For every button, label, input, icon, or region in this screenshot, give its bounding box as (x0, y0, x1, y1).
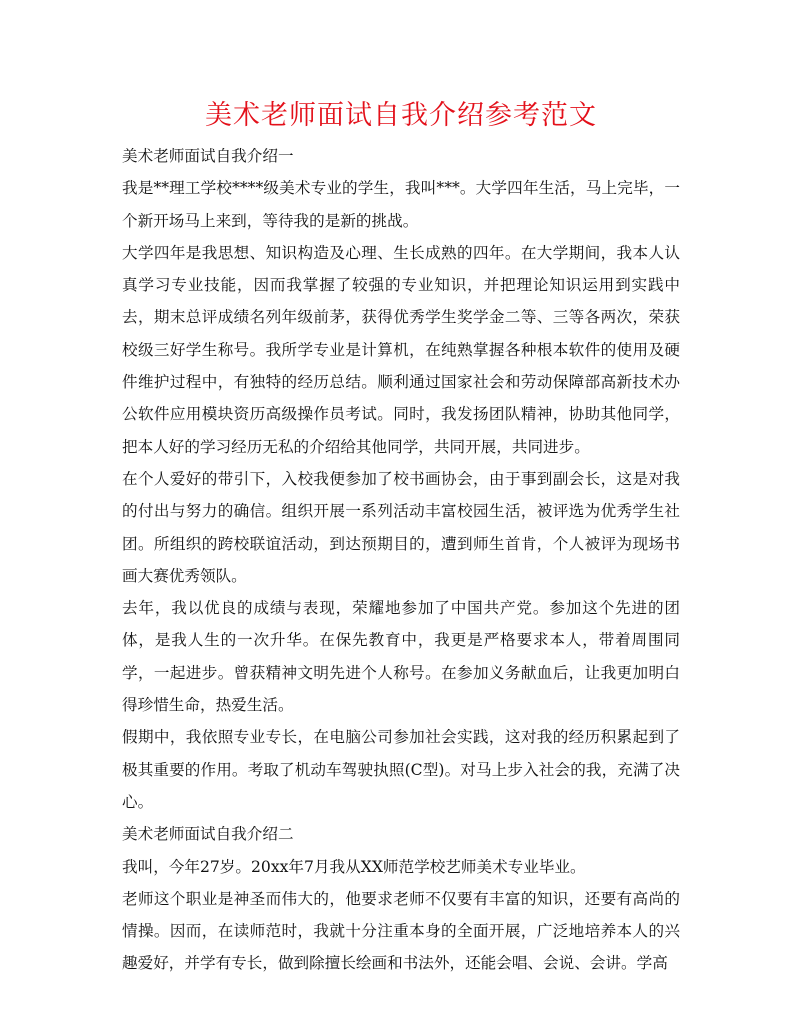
paragraph: 假期中，我依照专业专长，在电脑公司参加社会实践，这对我的经历积累起到了极其重要的作用。考取了机动车驾驶执照(C型)。对马上步入社会的我，充满了决心。 (122, 728, 680, 811)
paragraph: 我叫，今年27岁。20xx年7月我从XX师范学校艺师美术专业毕业。 (122, 857, 586, 876)
paragraph: 在个人爱好的带引下，入校我便参加了校书画协会，由于事到副会长，这是对我的付出与努力的确信。组织开展一系列活动丰富校园生活，被评选为优秀学生社团。所组织的跨校联谊活动，到达预期目的，遭到师生首肯，个人被评为现场书画大赛优秀领队。 (122, 469, 680, 585)
paragraph: 老师这个职业是神圣而伟大的，他要求老师不仅要有丰富的知识，还要有高尚的情操。因而，在读师范时，我就十分注重本身的全面开展，广泛地培养本人的兴趣爱好，并学有专长，做到除擅长绘画和书法外，还能会唱、会说、会讲。学高 (122, 889, 680, 973)
paragraph: 我是**理工学校****级美术专业的学生，我叫***。大学四年生活，马上完毕，一个新开场马上来到，等待我的是新的挑战。 (122, 179, 680, 230)
paragraph: 大学四年是我思想、知识构造及心理、生长成熟的四年。在大学期间，我本人认真学习专业技能，因而我掌握了较强的专业知识，并把理论知识运用到实践中去，期末总评成绩名列年级前茅，获得优秀学生奖学金二等、三等各两次，荣获校级三好学生称号。我所学专业是计算机，在纯熟掌握各种根本软件的使用及硬件维护过程中，有独特的经历总结。顺利通过国家社会和劳动保障部高新技术办公软件应用模块资历高级操作员考试。同时，我发扬团队精神，协助其他同学，把本人好的学习经历无私的介绍给其他同学，共同开展，共同进步。 (122, 243, 680, 456)
section-heading-2: 美术老师面试自我介绍二 (122, 825, 294, 844)
paragraph: 去年，我以优良的成绩与表现，荣耀地参加了中国共产党。参加这个先进的团体，是我人生的一次升华。在保先教育中，我更是严格要求本人，带着周围同学，一起进步。曾获精神文明先进个人称号。在参加义务献血后，让我更加明白得珍惜生命，热爱生活。 (122, 599, 680, 715)
section-heading-1: 美术老师面试自我介绍一 (122, 147, 294, 165)
document-title: 美术老师面试自我介绍参考范文 (205, 100, 597, 131)
